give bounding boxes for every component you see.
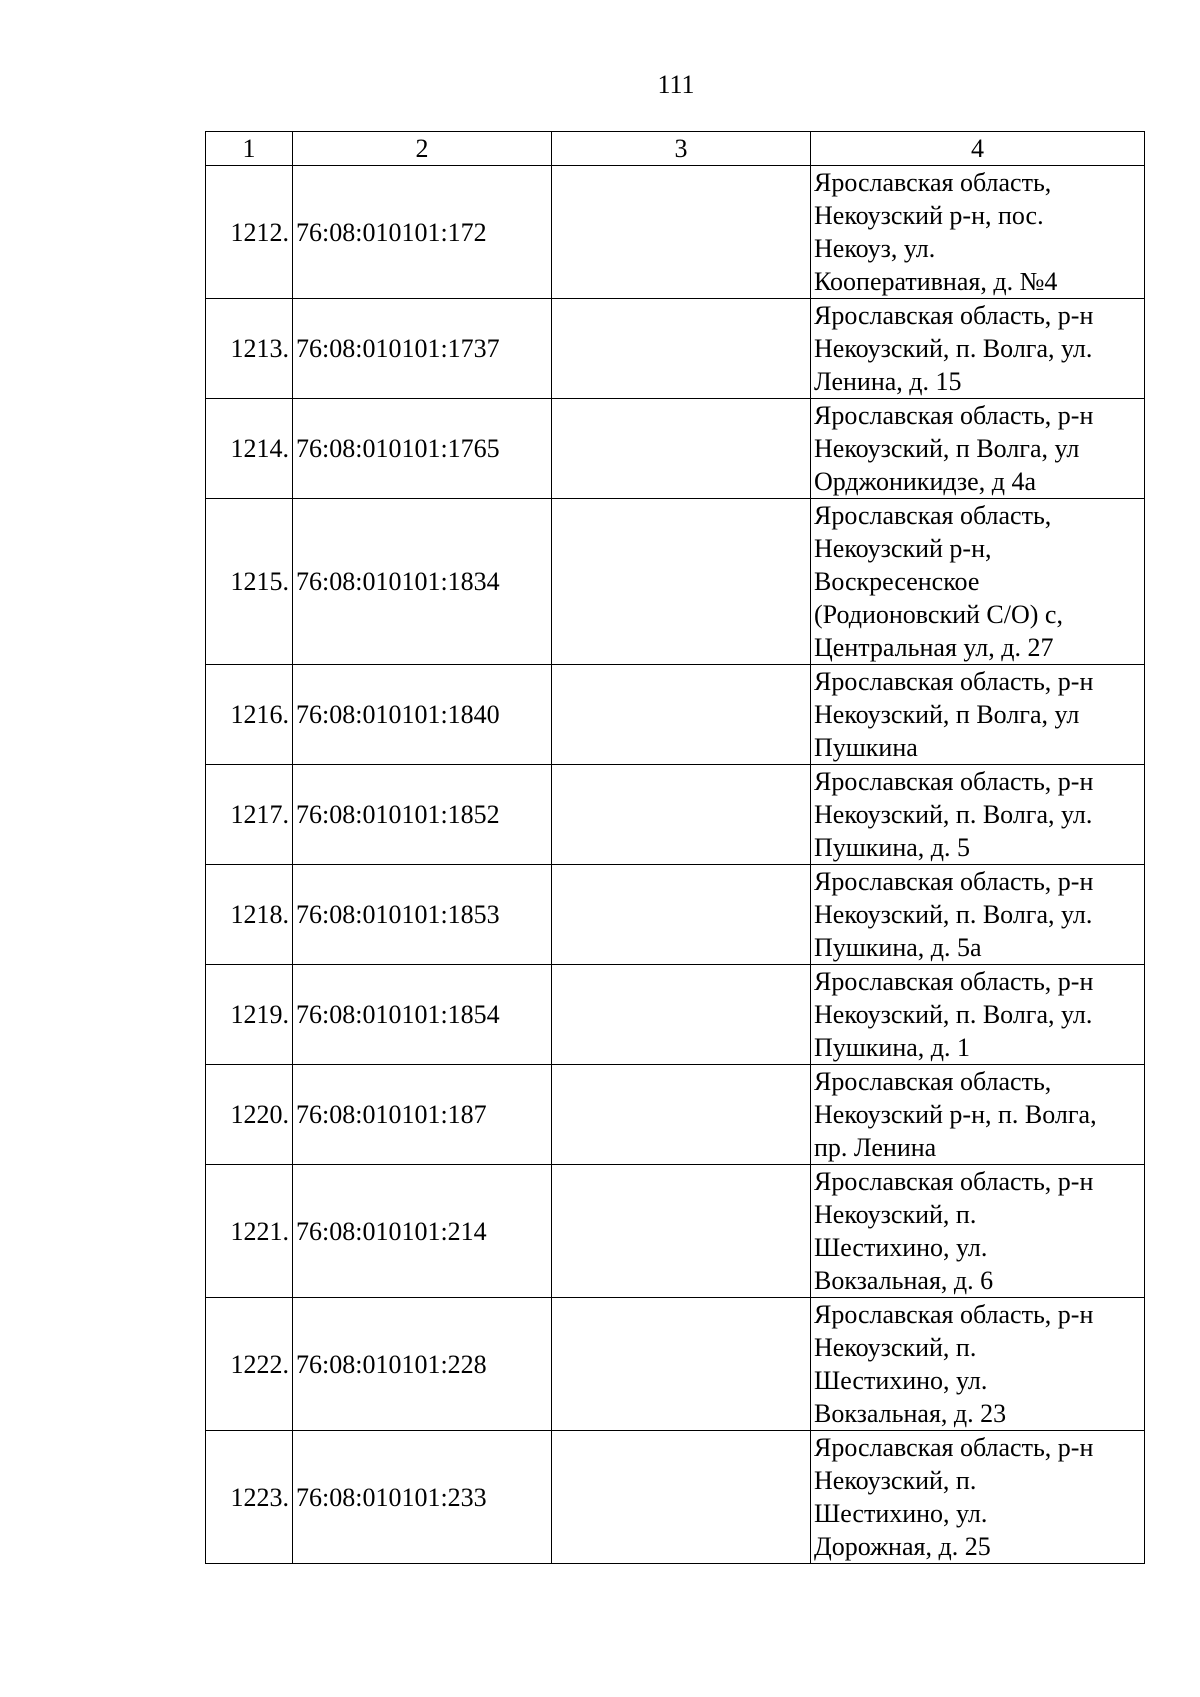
address-cell: [811, 1165, 1145, 1298]
header-col-1: 1: [206, 132, 293, 166]
address-line: Ярославская область, р-н: [814, 967, 1094, 996]
address-cell: [811, 1065, 1145, 1165]
address-line: Ярославская область,: [814, 501, 1052, 530]
cadastral-number-cell: 76:08:010101:1852: [293, 765, 552, 865]
address-line: Некоузский, п Волга, ул: [814, 434, 1080, 463]
registry-table: [205, 131, 1145, 1564]
address-line: Ярославская область, р-н: [814, 867, 1094, 896]
address-line: Ярославская область, р-н: [814, 1167, 1094, 1196]
row-number-cell: 1212.: [206, 166, 293, 299]
row-number-cell: 1217.: [206, 765, 293, 865]
empty-column-3-cell: [552, 965, 811, 1065]
table-row: [206, 865, 1145, 965]
address-line: Некоузский, п. Волга, ул.: [814, 334, 1093, 363]
cadastral-number-cell: 76:08:010101:1853: [293, 865, 552, 965]
row-number-cell: 1216.: [206, 665, 293, 765]
table-row: [206, 1165, 1145, 1298]
address-line: Ярославская область,: [814, 168, 1052, 197]
address-line: Шестихино, ул.: [814, 1233, 988, 1262]
cadastral-number-cell: 76:08:010101:172: [293, 166, 552, 299]
table-body: [206, 166, 1145, 1564]
row-number-cell: 1218.: [206, 865, 293, 965]
cadastral-number-cell: 76:08:010101:1737: [293, 299, 552, 399]
address-line: Некоузский р-н,: [814, 534, 992, 563]
address-cell: [811, 665, 1145, 765]
address-cell: [811, 965, 1145, 1065]
address-line: Кооперативная, д. №4: [814, 267, 1058, 296]
cadastral-number-cell: 76:08:010101:1834: [293, 499, 552, 665]
address-line: Некоузский, п. Волга, ул.: [814, 900, 1093, 929]
address-line: Некоузский, п.: [814, 1333, 977, 1362]
address-line: Некоуз, ул.: [814, 234, 936, 263]
row-number-cell: 1223.: [206, 1431, 293, 1564]
row-number-cell: 1213.: [206, 299, 293, 399]
address-line: Вокзальная, д. 6: [814, 1266, 994, 1295]
cadastral-number-cell: 76:08:010101:214: [293, 1165, 552, 1298]
header-col-2: 2: [293, 132, 552, 166]
address-line: Ленина, д. 15: [814, 367, 962, 396]
cadastral-number-cell: 76:08:010101:1854: [293, 965, 552, 1065]
address-line: Некоузский р-н, п. Волга,: [814, 1100, 1097, 1129]
address-line: Ярославская область, р-н: [814, 401, 1094, 430]
address-cell: [811, 166, 1145, 299]
address-line: Дорожная, д. 25: [814, 1532, 991, 1561]
address-cell: [811, 765, 1145, 865]
table-row: [206, 1431, 1145, 1564]
address-line: Ярославская область, р-н: [814, 301, 1094, 330]
cadastral-number-cell: 76:08:010101:1840: [293, 665, 552, 765]
address-line: Некоузский, п.: [814, 1466, 977, 1495]
address-cell: [811, 299, 1145, 399]
row-number-cell: 1220.: [206, 1065, 293, 1165]
address-line: Вокзальная, д. 23: [814, 1399, 1007, 1428]
table-row: [206, 765, 1145, 865]
address-line: Некоузский р-н, пос.: [814, 201, 1044, 230]
address-line: Ярославская область, р-н: [814, 1433, 1094, 1462]
table-row: [206, 665, 1145, 765]
address-cell: [811, 499, 1145, 665]
address-line: Ярославская область, р-н: [814, 767, 1094, 796]
empty-column-3-cell: [552, 1298, 811, 1431]
cadastral-number-cell: 76:08:010101:187: [293, 1065, 552, 1165]
address-cell: [811, 1431, 1145, 1564]
table-row: [206, 399, 1145, 499]
header-col-4: 4: [811, 132, 1145, 166]
address-line: Шестихино, ул.: [814, 1499, 988, 1528]
address-line: Пушкина: [814, 733, 918, 762]
row-number-cell: 1222.: [206, 1298, 293, 1431]
address-line: Некоузский, п. Волга, ул.: [814, 1000, 1093, 1029]
empty-column-3-cell: [552, 1165, 811, 1298]
address-line: Ярославская область, р-н: [814, 667, 1094, 696]
empty-column-3-cell: [552, 665, 811, 765]
row-number-cell: 1214.: [206, 399, 293, 499]
row-number-cell: 1221.: [206, 1165, 293, 1298]
header-col-3: 3: [552, 132, 811, 166]
empty-column-3-cell: [552, 499, 811, 665]
address-line: Шестихино, ул.: [814, 1366, 988, 1395]
table-row: [206, 1298, 1145, 1431]
address-cell: [811, 399, 1145, 499]
page-number: 111: [657, 70, 695, 99]
address-line: Некоузский, п Волга, ул: [814, 700, 1080, 729]
address-cell: [811, 865, 1145, 965]
empty-column-3-cell: [552, 865, 811, 965]
table-row: [206, 166, 1145, 299]
address-line: Орджоникидзе, д 4а: [814, 467, 1036, 496]
address-line: Ярославская область, р-н: [814, 1300, 1094, 1329]
table-row: [206, 1065, 1145, 1165]
address-line: Воскресенское: [814, 567, 980, 596]
empty-column-3-cell: [552, 1431, 811, 1564]
empty-column-3-cell: [552, 765, 811, 865]
cadastral-number-cell: 76:08:010101:228: [293, 1298, 552, 1431]
address-line: пр. Ленина: [814, 1133, 937, 1162]
address-line: Пушкина, д. 1: [814, 1033, 971, 1062]
address-line: Центральная ул, д. 27: [814, 633, 1054, 662]
address-line: Некоузский, п.: [814, 1200, 977, 1229]
address-cell: [811, 1298, 1145, 1431]
cadastral-number-cell: 76:08:010101:1765: [293, 399, 552, 499]
row-number-cell: 1215.: [206, 499, 293, 665]
empty-column-3-cell: [552, 299, 811, 399]
row-number-cell: 1219.: [206, 965, 293, 1065]
empty-column-3-cell: [552, 166, 811, 299]
empty-column-3-cell: [552, 1065, 811, 1165]
table-header-row: [206, 132, 1145, 166]
table-row: [206, 299, 1145, 399]
table-row: [206, 965, 1145, 1065]
address-line: Пушкина, д. 5: [814, 833, 971, 862]
empty-column-3-cell: [552, 399, 811, 499]
address-line: Пушкина, д. 5а: [814, 933, 982, 962]
address-line: Некоузский, п. Волга, ул.: [814, 800, 1093, 829]
cadastral-number-cell: 76:08:010101:233: [293, 1431, 552, 1564]
address-line: Ярославская область,: [814, 1067, 1052, 1096]
table-row: [206, 499, 1145, 665]
address-line: (Родионовский С/О) с,: [814, 600, 1063, 629]
